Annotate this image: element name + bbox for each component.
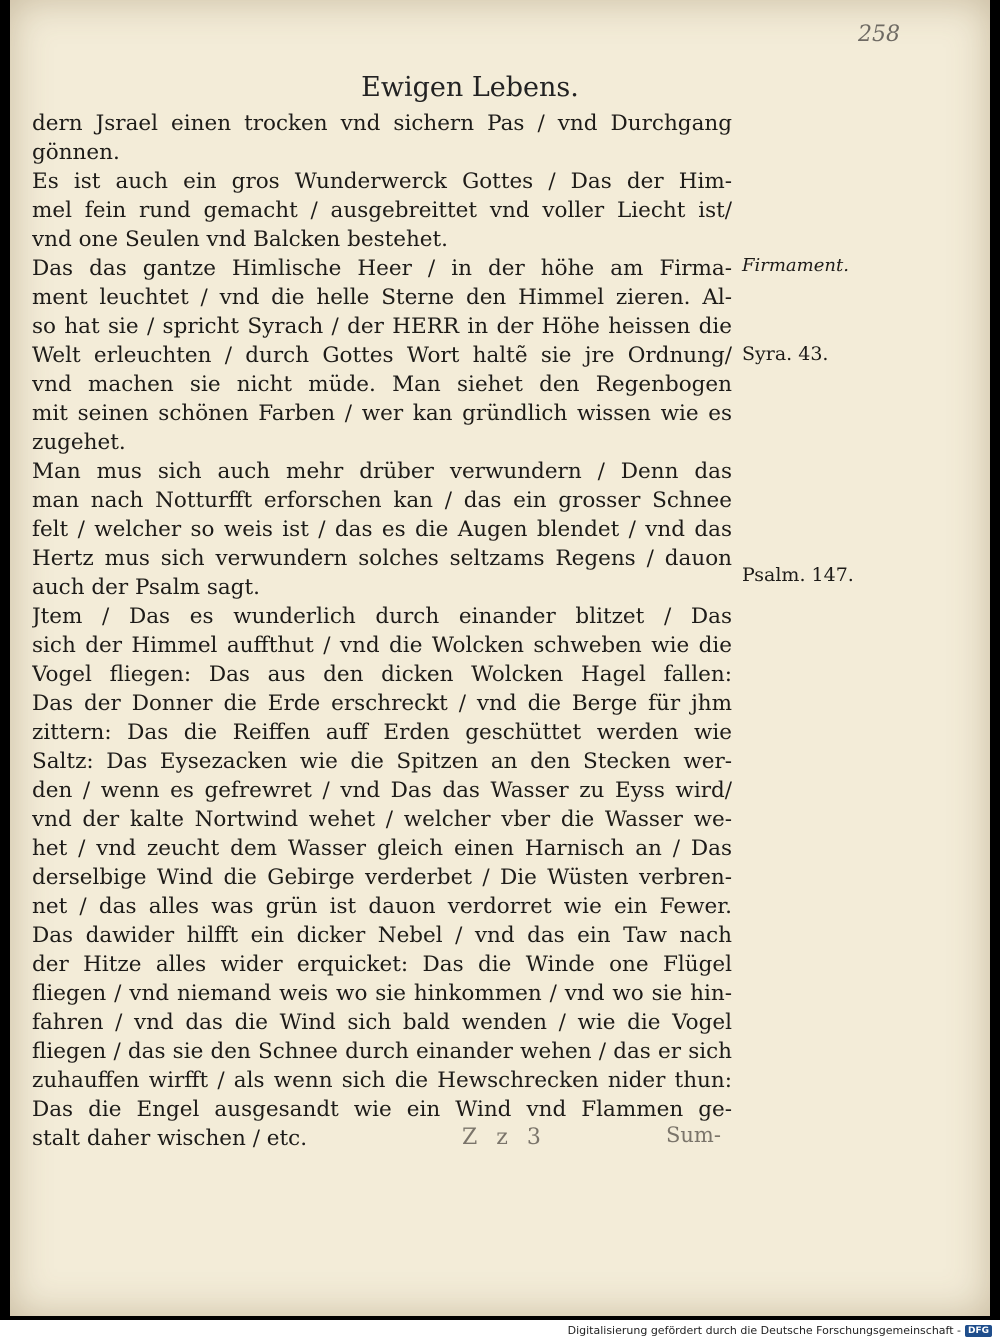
text-line: het / vnd zeucht dem Wasser gleich einen Harnisch an / Das: [32, 836, 732, 861]
text-line: vnd one Seulen vnd Balcken bestehet.: [32, 227, 449, 252]
text-line: auch der Psalm sagt.: [32, 575, 260, 600]
text-line: der Hitze alles wider erquicket: Das die Winde one Flügel: [32, 952, 732, 977]
text-line: gönnen.: [32, 140, 120, 165]
text-line: ment leuchtet / vnd die helle Sterne den Himmel zieren. Al-: [32, 285, 732, 310]
text-line: so hat sie / spricht Syrach / der HERR in der Höhe heissen die: [32, 314, 732, 339]
text-line: Das der Donner die Erde erschreckt / vnd die Berge für jhm: [32, 691, 732, 716]
text-line: fliegen / vnd niemand weis wo sie hinkommen / vnd wo sie hin-: [32, 981, 732, 1006]
text-line: zugehet.: [32, 430, 126, 455]
running-head: Ewigen Lebens.: [361, 72, 579, 103]
body-text: [32, 109, 732, 1153]
text-line: felt / welcher so weis ist / das es die Augen blendet / vnd das: [32, 517, 732, 542]
text-line: mit seinen schönen Farben / wer kan gründlich wissen wie es: [32, 401, 732, 426]
page-number: 258: [858, 22, 900, 47]
text-line: man nach Notturfft erforschen kan / das ein grosser Schnee: [32, 488, 732, 513]
text-line: vnd der kalte Nortwind wehet / welcher vber die Wasser we-: [32, 807, 732, 832]
signature-mark: Z z 3: [462, 1125, 547, 1150]
text-line: Das die Engel ausgesandt wie ein Wind vnd Flammen ge-: [32, 1097, 732, 1122]
text-line: fliegen / das sie den Schnee durch einander wehen / das er sich: [32, 1039, 732, 1064]
text-line: den / wenn es gefrewret / vnd Das das Wasser zu Eyss wird/: [32, 778, 732, 803]
dfg-logo: DFG: [965, 1325, 992, 1337]
footer-credit: [568, 1324, 992, 1337]
text-line: Vogel fliegen: Das aus den dicken Wolcken Hagel fallen:: [32, 662, 732, 687]
text-line: vnd machen sie nicht müde. Man siehet den Regenbogen: [32, 372, 732, 397]
text-line: Das dawider hilfft ein dicker Nebel / vnd das ein Taw nach: [32, 923, 732, 948]
margin-note-psalm: Psalm. 147.: [742, 564, 854, 586]
text-line: mel fein rund gemacht / ausgebreittet vnd voller Liecht ist/: [32, 198, 732, 223]
text-line: Welt erleuchten / durch Gottes Wort haltẽ sie jre Ordnung/: [32, 343, 732, 368]
text-line: Es ist auch ein gros Wunderwerck Gottes / Das der Him-: [32, 169, 732, 194]
text-line: Das das gantze Himlische Heer / in der höhe am Firma-: [32, 256, 732, 281]
catchword: Sum-: [666, 1123, 721, 1147]
text-line: zittern: Das die Reiffen auff Erden geschüttet werden wie: [32, 720, 732, 745]
text-line: dern Jsrael einen trocken vnd sichern Pas / vnd Durchgang: [32, 111, 732, 136]
margin-note-syra: Syra. 43.: [742, 343, 829, 365]
text-line: derselbige Wind die Gebirge verderbet / Die Wüsten verbren-: [32, 865, 732, 890]
text-line: stalt daher wischen / etc.: [32, 1126, 308, 1151]
text-line: zuhauffen wirfft / als wenn sich die Hewschrecken nider thun:: [32, 1068, 732, 1093]
book-page: [10, 0, 990, 1316]
text-line: Saltz: Das Eysezacken wie die Spitzen an den Stecken wer-: [32, 749, 732, 774]
text-line: net / das alles was grün ist dauon verdorret wie ein Fewer.: [32, 894, 732, 919]
text-line: Hertz mus sich verwundern solches seltzams Regens / dauon: [32, 546, 732, 571]
text-line: Jtem / Das es wunderlich durch einander blitzet / Das: [32, 604, 732, 629]
footer-credit-text: Digitalisierung gefördert durch die Deutsche Forschungsgemeinschaft -: [567, 1324, 961, 1337]
margin-note-firmament: Firmament.: [742, 255, 849, 276]
text-line: Man mus sich auch mehr drüber verwundern / Denn das: [32, 459, 732, 484]
text-line: fahren / vnd das die Wind sich bald wenden / wie die Vogel: [32, 1010, 732, 1035]
text-line: sich der Himmel auffthut / vnd die Wolcken schweben wie die: [32, 633, 732, 658]
